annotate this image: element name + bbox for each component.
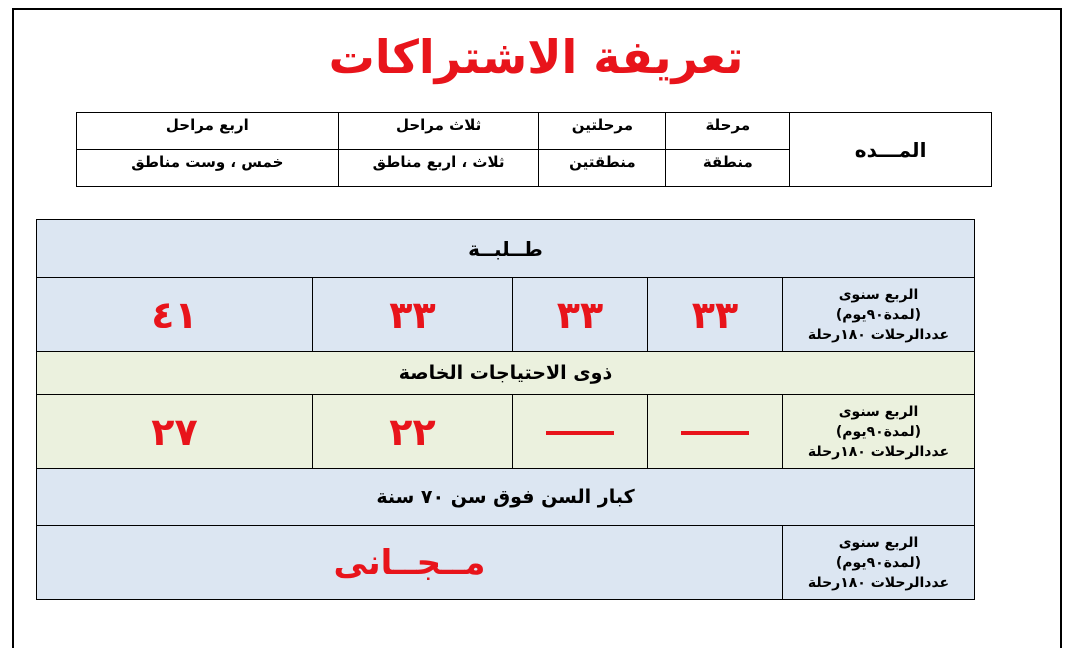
duration-zone-3: ثلاث ، اربع مناطق <box>338 150 539 187</box>
period-trips: عددالرحلات ١٨٠رحلة <box>807 443 950 460</box>
period-line: الربع سنوى <box>838 286 919 303</box>
duration-stage-4: اربع مراحل <box>77 113 339 150</box>
period-days: (لمدة٩٠يوم) <box>835 554 922 571</box>
seniors-free-label: مــجــانى <box>37 526 783 600</box>
section-heading-students: طــلبــة <box>37 220 975 278</box>
duration-stage-1: مرحلة <box>666 113 790 150</box>
students-fare-1: ٣٣ <box>648 278 783 352</box>
students-fare-2: ٣٣ <box>513 278 648 352</box>
section-heading-seniors: كبار السن فوق سن ٧٠ سنة <box>37 469 975 526</box>
duration-label: المـــده <box>790 113 992 187</box>
period-trips: عددالرحلات ١٨٠رحلة <box>807 326 950 343</box>
fares-table <box>36 219 975 600</box>
duration-stage-2: مرحلتين <box>539 113 666 150</box>
duration-stage-3: ثلاث مراحل <box>338 113 539 150</box>
seniors-period-label <box>783 526 975 600</box>
special-needs-fare-4: ٢٧ <box>37 395 313 469</box>
duration-table <box>76 112 992 187</box>
students-fare-4: ٤١ <box>37 278 313 352</box>
period-trips: عددالرحلات ١٨٠رحلة <box>807 574 950 591</box>
duration-zone-2: منطقتين <box>539 150 666 187</box>
period-days: (لمدة٩٠يوم) <box>835 306 922 323</box>
period-line: الربع سنوى <box>838 534 919 551</box>
period-line: الربع سنوى <box>838 403 919 420</box>
section-heading-special-needs: ذوى الاحتياجات الخاصة <box>37 352 975 395</box>
duration-zone-4: خمس ، وست مناطق <box>77 150 339 187</box>
students-period-label <box>783 278 975 352</box>
page-title: تعريفة الاشتراكات <box>328 30 744 84</box>
students-fare-3: ٣٣ <box>313 278 513 352</box>
duration-zone-1: منطقة <box>666 150 790 187</box>
not-available-dash <box>546 431 614 435</box>
special-needs-fare-3: ٢٢ <box>313 395 513 469</box>
special-needs-fare-2 <box>513 395 648 469</box>
period-days: (لمدة٩٠يوم) <box>835 423 922 440</box>
special-needs-period-label <box>783 395 975 469</box>
not-available-dash <box>681 431 749 435</box>
special-needs-fare-1 <box>648 395 783 469</box>
